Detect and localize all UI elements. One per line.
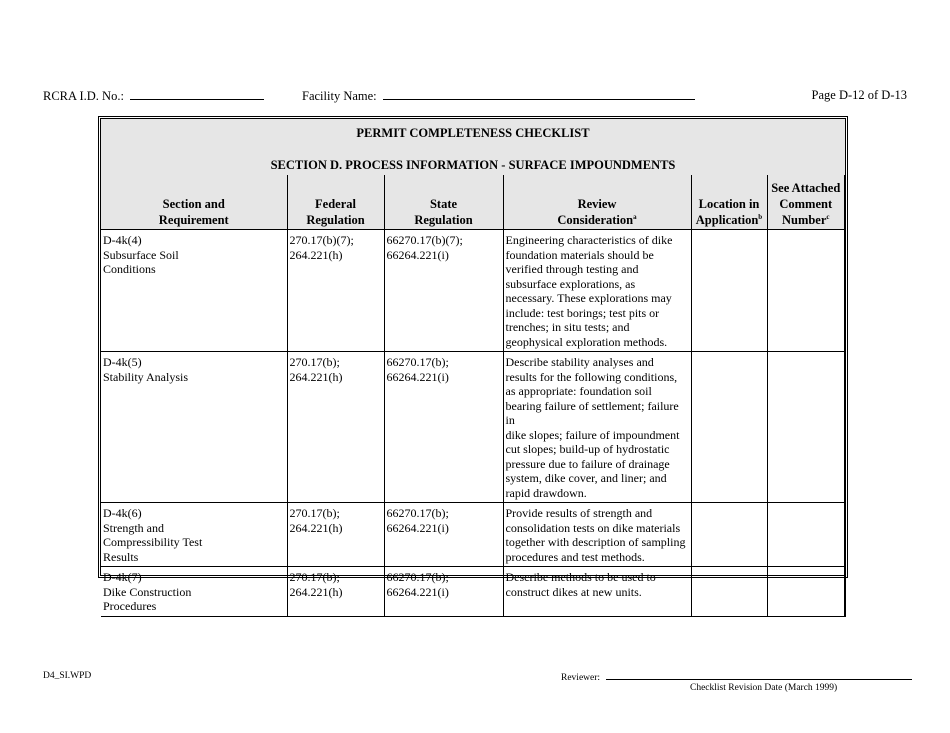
section-code: D-4k(6) [103,506,142,520]
table-row [101,503,845,567]
rcra-id-label: RCRA I.D. No.: [43,89,124,103]
comment-cell[interactable] [767,567,845,617]
requirement-text: Subsurface Soil Conditions [103,247,179,276]
location-cell[interactable] [691,352,767,503]
comment-cell[interactable] [767,230,845,352]
col-header-review: Review Consideration$^a$ [503,175,691,230]
col-header-state: State Regulation [384,175,503,230]
review-cell: Describe methods to be used to construct dikes at new units. [503,567,691,617]
location-cell[interactable] [691,567,767,617]
section-code: D-4k(5) [103,355,142,369]
revision-date: Checklist Revision Date (March 1999) [690,683,838,693]
requirement-text: Strength and Compressibility Test Results [103,520,203,564]
comment-cell[interactable] [767,352,845,503]
rcra-id-field [43,88,264,104]
facility-name-field [302,88,695,104]
page-number: Page D-12 of D-13 [811,88,907,102]
location-cell[interactable] [691,503,767,567]
col-header-federal: Federal Regulation [287,175,384,230]
section-code: D-4k(4) [103,233,142,247]
checklist-title: PERMIT COMPLETENESS CHECKLIST [356,126,590,140]
section-code: D-4k(7) [103,570,142,584]
federal-cell: 270.17(b); 264.221(h) [287,567,384,617]
federal-cell: 270.17(b); 264.221(h) [287,503,384,567]
state-cell: 66270.17(b); 66264.221(i) [384,352,503,503]
review-cell: Describe stability analyses and results for the following conditions, as appropriate: foundation soil bearing failure of settlement; failure in dike slopes; failure of impoundment cut slopes; build-up of hydrostatic pressure due to failure of drainage system, dike cover, and liner; and rapid drawdown. [503,352,691,503]
facility-name-blank-line [383,88,695,100]
federal-cell: 270.17(b); 264.221(h) [287,352,384,503]
requirement-text: Dike Construction Procedures [103,584,192,613]
state-cell: 66270.17(b); 66264.221(i) [384,503,503,567]
checklist-table [101,175,846,617]
col-header-location: Location in Application$^b$ [691,175,767,230]
section-cell [101,230,287,352]
reviewer-field [561,670,912,683]
table-row [101,230,845,352]
reviewer-blank-line [606,670,912,680]
checklist-title-bar [101,119,845,176]
checklist-frame [98,116,848,613]
section-title: SECTION D. PROCESS INFORMATION - SURFACE IMPOUNDMENTS [270,158,676,172]
location-cell[interactable] [691,230,767,352]
table-row [101,352,845,503]
requirement-text: Stability Analysis [103,369,189,384]
reviewer-label: Reviewer: [561,673,601,683]
state-cell: 66270.17(b); 66264.221(i) [384,567,503,617]
col-header-comment: See Attached Comment Number$^c$ [767,175,845,230]
review-cell: Engineering characteristics of dike foundation materials should be verified through testing and subsurface explorations, as necessary. These explorations may include: test borings; test pits or trenches; in situ tests; and geophysical exploration methods. [503,230,691,352]
table-row [101,567,845,617]
comment-cell[interactable] [767,503,845,567]
federal-cell: 270.17(b)(7); 264.221(h) [287,230,384,352]
review-cell: Provide results of strength and consolidation tests on dike materials together with description of sampling procedures and test methods. [503,503,691,567]
file-name: D4_SI.WPD [43,671,92,681]
state-cell: 66270.17(b)(7); 66264.221(i) [384,230,503,352]
col-header-section: Section and Requirement [101,175,287,230]
facility-name-label: Facility Name: [302,89,377,103]
section-cell [101,352,287,503]
section-cell [101,503,287,567]
table-header-row [101,175,845,230]
section-cell [101,567,287,617]
rcra-id-blank-line [130,88,264,100]
